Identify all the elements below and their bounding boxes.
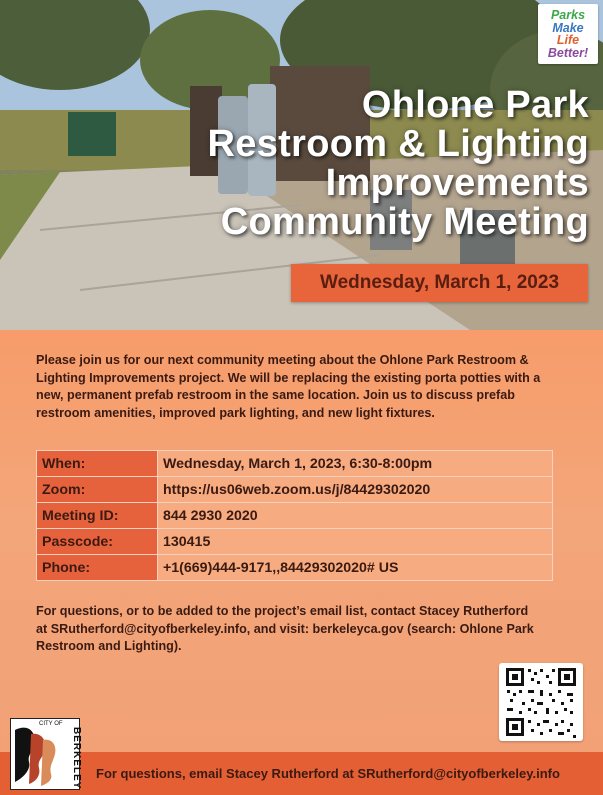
qr-code-pattern: [504, 666, 578, 738]
berkeley-faces-icon: [13, 720, 73, 788]
date-banner: Wednesday, March 1, 2023: [291, 264, 588, 302]
table-row: [37, 555, 553, 581]
table-key: Zoom:: [37, 477, 158, 503]
table-key: Phone:: [37, 555, 158, 581]
table-value: +1(669)444-9171,,84429302020# US: [158, 555, 553, 581]
logo-line-1: Parks: [550, 8, 586, 22]
content-area: [0, 330, 603, 752]
questions-paragraph: For questions, or to be added to the project’s email list, contact Stacey Rutherford at SRutherford@cityofberkeley.info, and visit: berkeleyca.gov (search: Ohlone Park Restroom and Lighting).: [36, 604, 534, 653]
table-key: Passcode:: [37, 529, 158, 555]
table-row: [37, 451, 553, 477]
city-of-label: CITY OF: [39, 721, 63, 727]
title-line-3: Improvements: [325, 162, 589, 204]
title-line-2: Restroom & Lighting: [207, 123, 589, 165]
table-row: [37, 503, 553, 529]
hero-photo: [0, 0, 603, 330]
logo-line-2: Make: [552, 20, 584, 35]
parks-make-life-better-logo: [538, 4, 598, 64]
table-row: [37, 477, 553, 503]
title-line-1: Ohlone Park: [361, 84, 589, 126]
meeting-info-table: [36, 450, 553, 581]
logo-line-3: Life: [556, 33, 580, 47]
intro-paragraph: Please join us for our next community meeting about the Ohlone Park Restroom & Lighting Improvements project. We will be replacing the existing porta potties with a new, permanent prefab restroom in the same location. Join us to discuss prefab restroom amenities, improved park lighting, and new light fixtures.: [36, 353, 541, 420]
title-line-4: Community Meeting: [220, 201, 589, 243]
table-key: Meeting ID:: [37, 503, 158, 529]
berkeley-label: BERKELEY: [71, 727, 82, 790]
qr-code[interactable]: [499, 663, 583, 741]
table-key: When:: [37, 451, 158, 477]
footer-contact-text: For questions, email Stacey Rutherford at SRutherford@cityofberkeley.info: [96, 766, 560, 781]
table-value: 130415: [158, 529, 553, 555]
footer-bar: [0, 752, 603, 795]
table-value: Wednesday, March 1, 2023, 6:30-8:00pm: [158, 451, 553, 477]
city-of-berkeley-logo: [10, 718, 80, 790]
page-title: [119, 86, 589, 242]
zoom-link[interactable]: https://us06web.zoom.us/j/84429302020: [158, 477, 553, 503]
table-value: 844 2930 2020: [158, 503, 553, 529]
logo-line-4: Better!: [547, 45, 589, 60]
table-row: [37, 529, 553, 555]
